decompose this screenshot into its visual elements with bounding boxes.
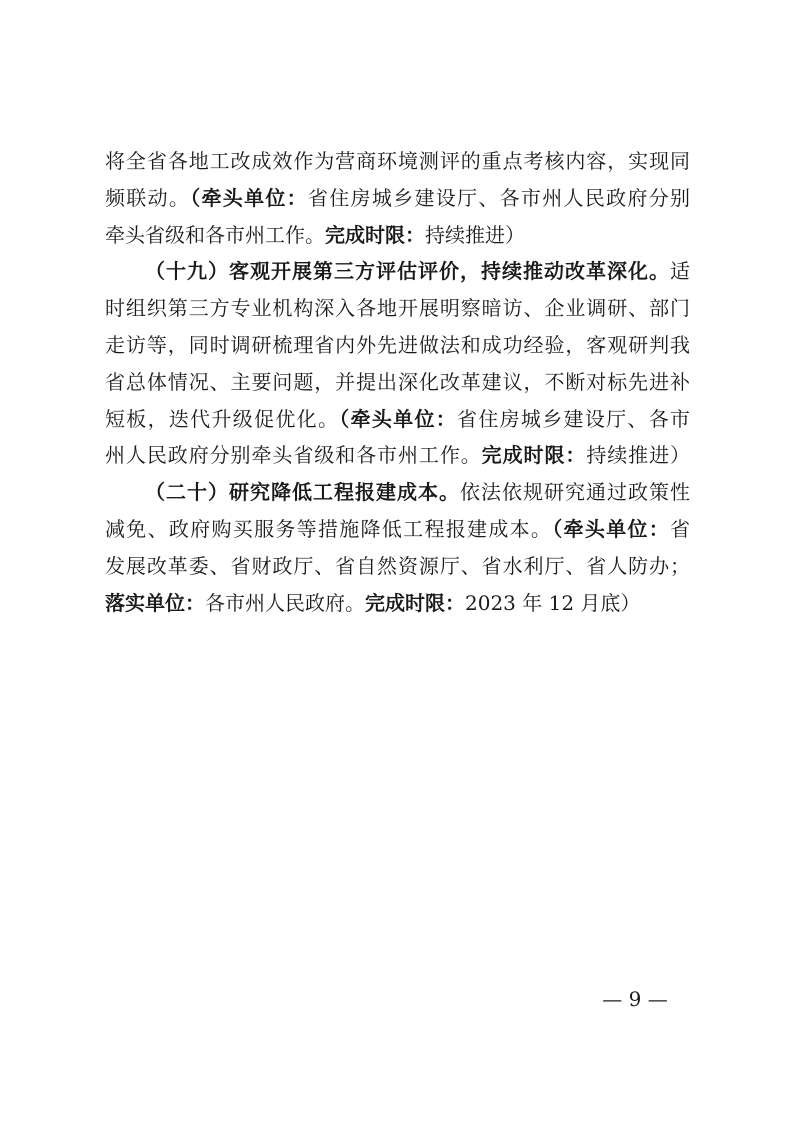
body-line [105, 585, 690, 622]
text-segment: 走访等，同时调研梳理省内外先进做法和成功经验，客观研判我 [105, 332, 690, 357]
text-segment: 2023 年 12 月底） [465, 590, 641, 615]
body-line [105, 253, 690, 290]
lead-unit-label: （牵头单位： [190, 185, 308, 210]
document-body [105, 143, 690, 621]
lead-unit-label: （牵头单位： [552, 516, 671, 541]
body-line [105, 327, 690, 364]
text-segment: 省住房城乡建设厅、各市 [457, 406, 691, 431]
body-line [105, 180, 690, 217]
body-line [105, 290, 690, 327]
text-segment: 依法依规研究通过政策性 [460, 480, 690, 505]
text-segment: 牵头省级和各市州工作。 [105, 222, 325, 247]
text-segment: 省 [670, 516, 691, 541]
body-line [105, 511, 690, 548]
item-heading-19: （十九）客观开展第三方评估评价，持续推动改革深化。 [145, 259, 670, 284]
text-segment: 发展改革委、省财政厅、省自然资源厅、省水利厅、省人防办； [105, 553, 690, 578]
text-segment: 持续推进） [425, 222, 525, 247]
text-segment: 持续推进） [586, 443, 691, 468]
deadline-label: 完成时限： [325, 222, 425, 247]
text-segment: 时组织第三方专业机构深入各地开展明察暗访、企业调研、部门 [105, 296, 690, 321]
text-segment: 省住房城乡建设厅、各市州人民政府分别 [307, 185, 691, 210]
body-line [105, 548, 690, 585]
text-segment: 各市州人民政府。 [205, 590, 365, 615]
text-segment: 减免、政府购买服务等措施降低工程报建成本。 [105, 516, 553, 541]
page-number: — 9 — [602, 987, 668, 1011]
text-segment: 将全省各地工改成效作为营商环境测评的重点考核内容，实现同 [105, 149, 690, 173]
text-segment: 频联动。 [105, 185, 191, 210]
text-segment: 短板，迭代升级促优化。 [105, 406, 340, 431]
text-segment: 省总体情况、主要问题，并提出深化改革建议，不断对标先进补 [105, 369, 690, 394]
lead-unit-label: （牵头单位： [339, 406, 458, 431]
body-line [105, 401, 690, 438]
body-line [105, 217, 690, 254]
deadline-label: 完成时限： [365, 590, 465, 615]
text-segment: 适 [670, 259, 690, 284]
text-segment: 州人民政府分别牵头省级和各市州工作。 [105, 443, 482, 468]
item-heading-20: （二十）研究降低工程报建成本。 [145, 480, 460, 505]
body-line [105, 143, 690, 180]
deadline-label: 完成时限： [481, 443, 587, 468]
body-line [105, 364, 690, 401]
implementing-unit-label: 落实单位： [105, 590, 205, 615]
body-line [105, 437, 690, 474]
body-line [105, 474, 690, 511]
